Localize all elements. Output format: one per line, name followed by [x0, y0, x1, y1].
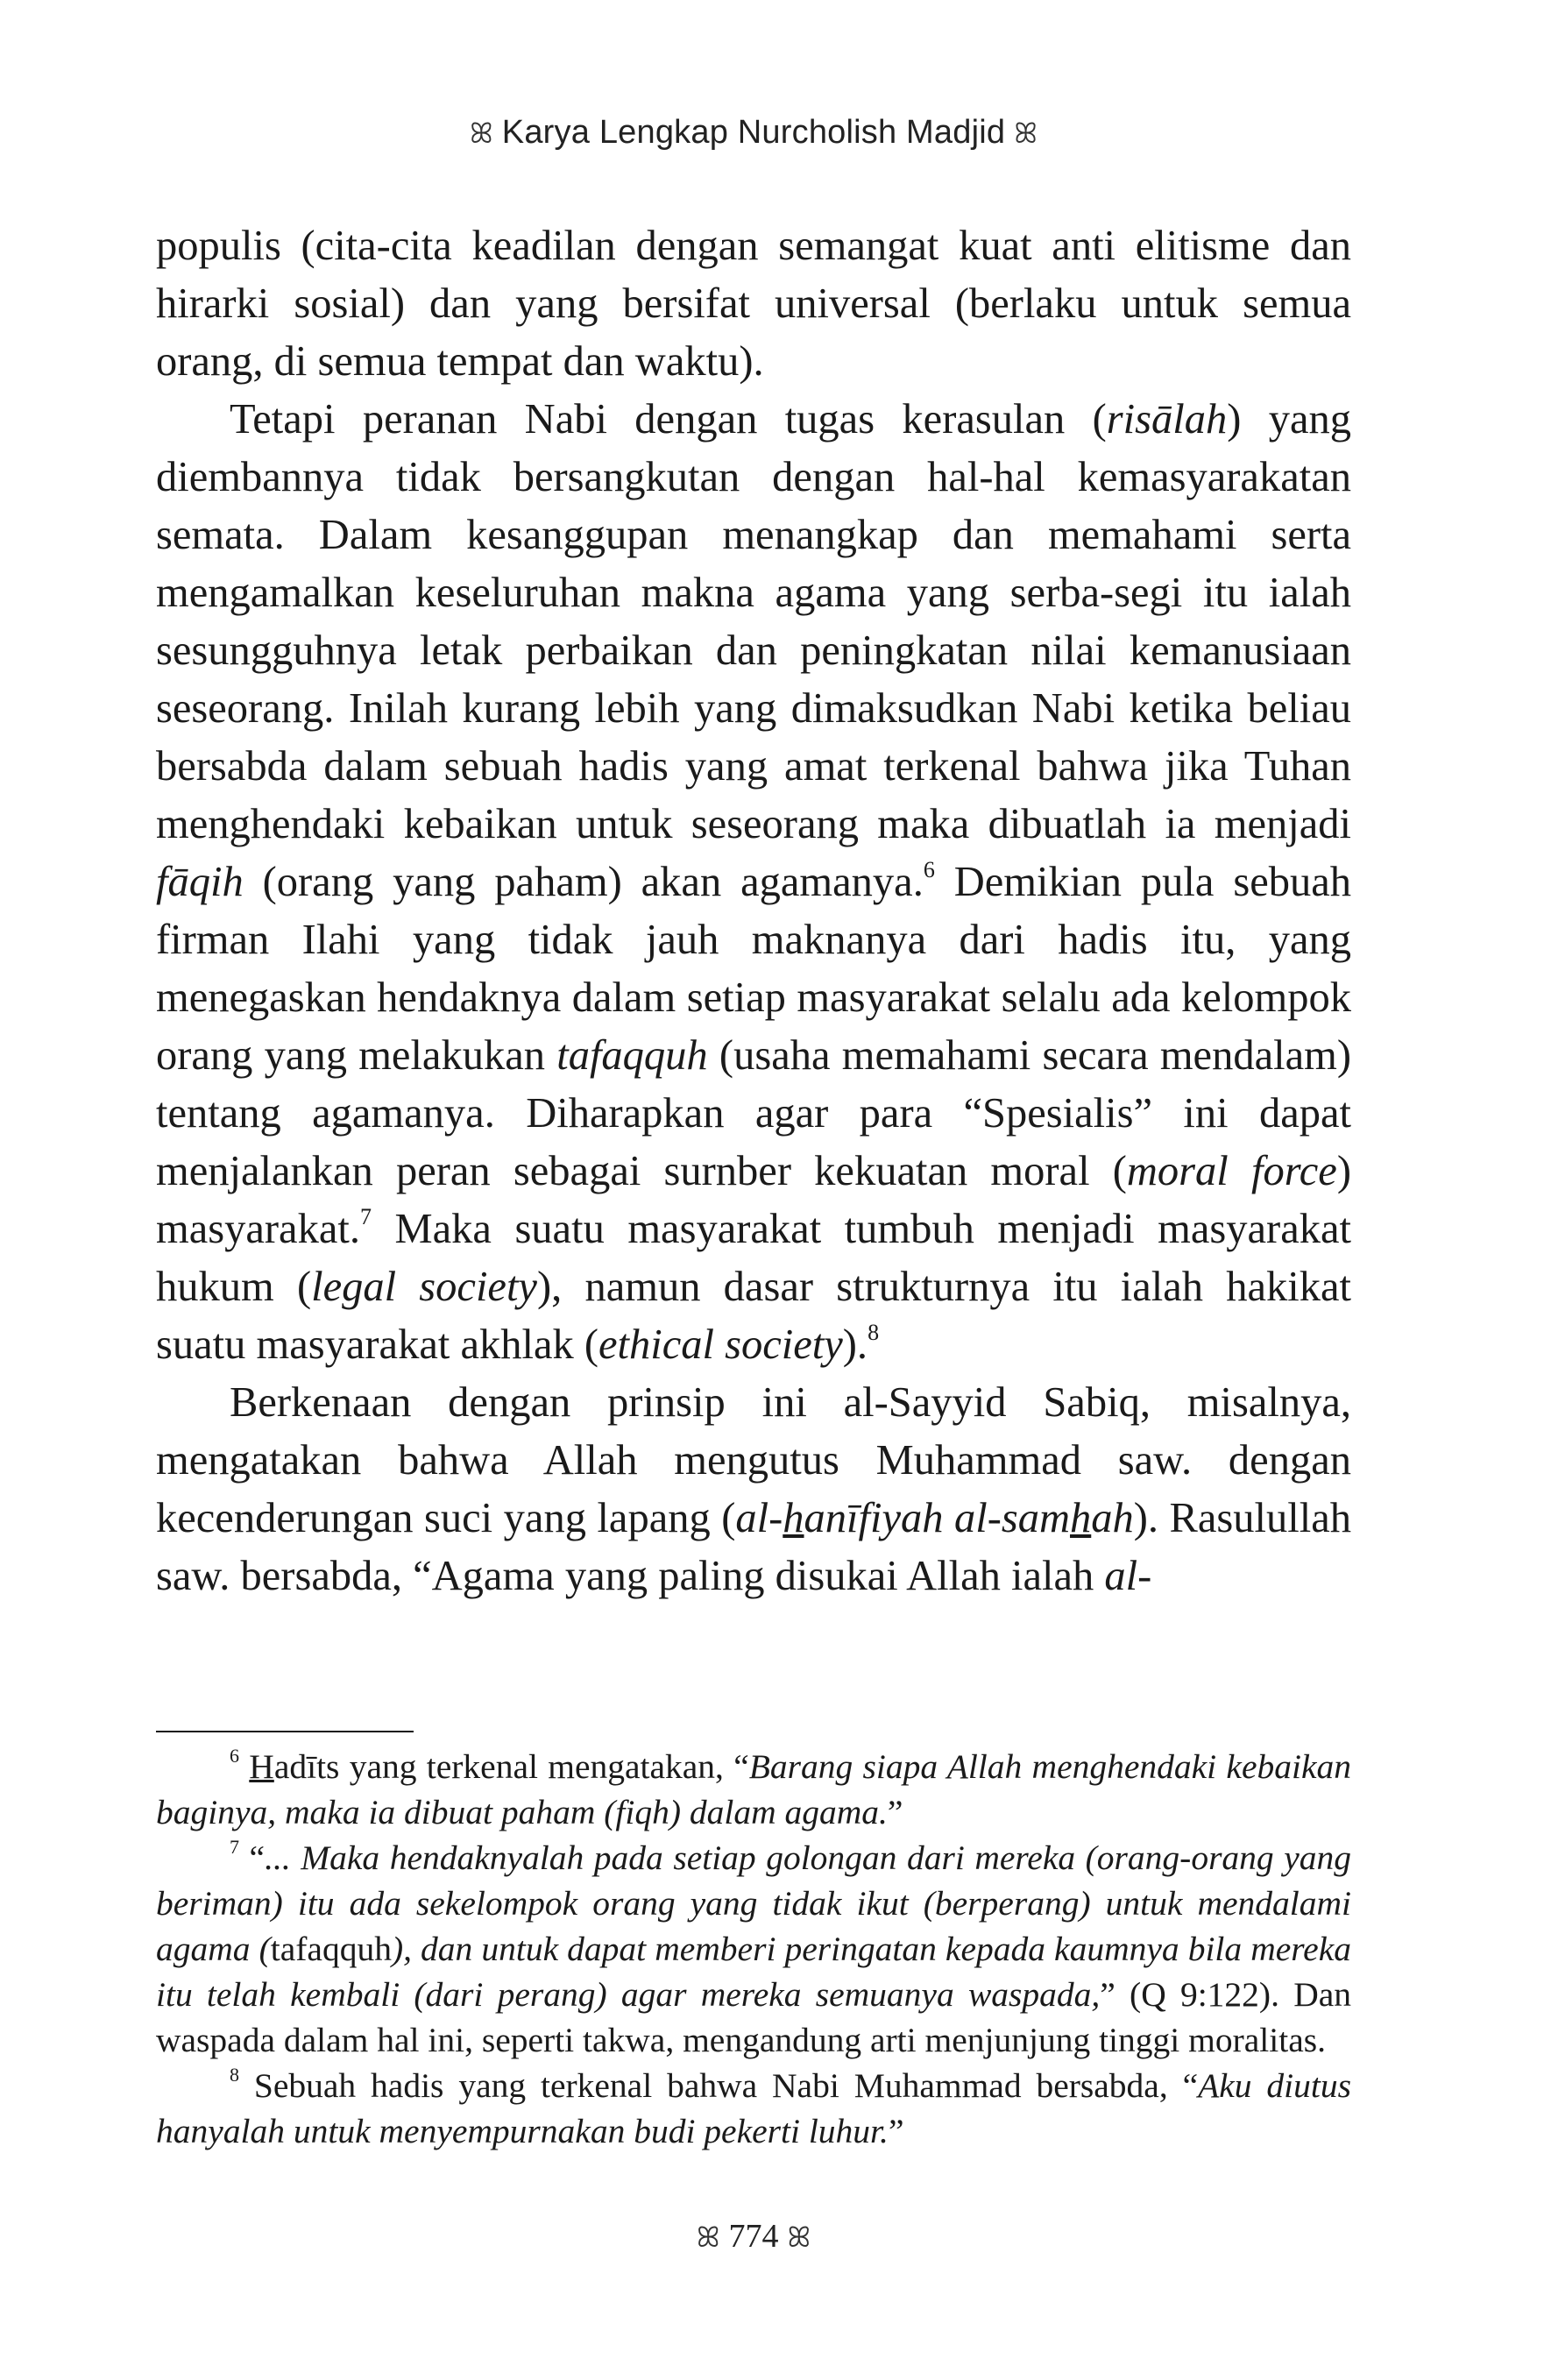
p3-italic-1e: ah	[1091, 1495, 1134, 1541]
footnote-7-number: 7	[230, 1835, 239, 1858]
footnote-divider	[156, 1731, 414, 1732]
footnote-7	[156, 1835, 1351, 2063]
footnote-ref-7[interactable]: 7	[359, 1203, 372, 1229]
p2-italic-2: fāqih	[156, 859, 244, 905]
footnote-8-number: 8	[230, 2063, 239, 2086]
footnote-8	[156, 2063, 1351, 2154]
footnote-8-text-1: Sebuah hadis yang terkenal bahwa Nabi Muhammad bersabda, “	[253, 2066, 1199, 2105]
paragraph-2	[156, 391, 1351, 1374]
p2-italic-6: ethical society	[598, 1321, 843, 1368]
footnote-8-text-2: ”	[888, 2112, 904, 2150]
ornament-left-icon: ꕤ	[469, 117, 493, 149]
footnote-6-underlined-letter: H	[249, 1747, 274, 1786]
p2-italic-3: tafaqquh	[556, 1032, 708, 1079]
p2-text-1: Tetapi peranan Nabi dengan tugas kerasulan (	[230, 396, 1107, 443]
footnote-6	[156, 1744, 1351, 1835]
p2-text-3: (orang yang paham) akan agamanya.	[243, 859, 924, 905]
p2-text-7: Maka suatu masyarakat tumbuh menjadi masyarakat hukum (	[156, 1206, 1351, 1310]
p3-italic-1a: al-	[735, 1495, 783, 1541]
footnote-7-italic-2: ), dan untuk dapat memberi peringatan kepada kaumnya bila mereka itu telah kembali (dari perang) agar mereka semuanya waspada,	[156, 1930, 1351, 2014]
p2-italic-5: legal society	[311, 1264, 537, 1310]
header-title: Karya Lengkap Nurcholish Madjid	[501, 114, 1006, 151]
p2-italic-1: risālah	[1106, 396, 1228, 443]
p3-italic-1	[735, 1495, 1133, 1541]
footnote-8-italic: Aku diutus hanyalah untuk menyempurnakan budi pekerti luhur.	[156, 2066, 1352, 2150]
footer-ornament-right-icon: ꕤ	[787, 2221, 811, 2253]
footnotes	[156, 1744, 1351, 2154]
paragraph-3	[156, 1374, 1351, 1605]
footnote-7-text-1: “	[249, 1838, 266, 1877]
page-footer	[156, 2217, 1351, 2256]
page-number: 774	[728, 2218, 779, 2255]
body-text	[156, 217, 1351, 1605]
p2-text-4: Demikian pula sebuah firman Ilahi yang tidak jauh maknanya dari hadis itu, yang menegaskan hendaknya dalam setiap masyarakat selalu ada kelompok orang yang melakukan	[156, 859, 1352, 1079]
footnote-7-text-3: ” (Q 9:122). Dan waspada dalam hal ini, seperti takwa, mengandung arti menjunjung tinggi moralitas.	[156, 1975, 1351, 2059]
p2-italic-4: moral force	[1126, 1148, 1337, 1194]
footnote-6-text-2: ”	[887, 1793, 903, 1831]
running-header	[156, 114, 1351, 152]
book-page	[156, 0, 1351, 2380]
p3-italic-1b: h	[783, 1495, 804, 1541]
footnote-7-italic-1: ... Maka hendaknyalah pada setiap golongan dari mereka (orang-orang yang beriman) itu ada sekelompok orang yang tidak ikut (berperang) untuk mendalami agama (	[156, 1838, 1351, 1968]
paragraph-1: populis (cita-cita keadilan dengan semangat kuat anti elitisme dan hirarki sosial) dan yang bersifat universal (berlaku untuk semua orang, di semua tempat dan waktu).	[156, 223, 1351, 385]
footnote-6-italic: Barang siapa Allah menghendaki kebaikan baginya, maka ia dibuat paham (fiqh) dalam agama.	[156, 1747, 1351, 1831]
footnote-ref-6[interactable]: 6	[923, 856, 935, 882]
footnote-6-text-1: adīts yang terkenal mengatakan, “	[273, 1747, 749, 1786]
footnote-ref-8[interactable]: 8	[868, 1319, 880, 1345]
p2-text-8: ), namun dasar strukturnya itu ialah hakikat suatu masyarakat akhlak (	[156, 1264, 1351, 1368]
p2-text-2: ) yang diembannya tidak bersangkutan dengan hal-hal kemasyarakatan semata. Dalam kesanggupan menangkap dan memahami serta mengamalkan keseluruhan makna agama yang serba-segi itu ialah sesungguhnya letak perbaikan dan peningkatan nilai kemanusiaan seseorang. Inilah kurang lebih yang dimaksudkan Nabi ketika beliau bersabda dalam sebuah hadis yang amat terkenal bahwa jika Tuhan menghendaki kebaikan untuk seseorang maka dibuatlah ia menjadi	[156, 396, 1351, 847]
p2-text-9: ).	[842, 1321, 868, 1368]
p2-text-5: (usaha memahami secara mendalam) tentang agamanya. Diharapkan agar para “Spesialis” ini dapat menjalankan peran sebagai surnber kekuatan moral (	[156, 1032, 1351, 1194]
footnote-7-text-2: tafaqquh	[270, 1930, 392, 1968]
footer-ornament-left-icon: ꕤ	[696, 2221, 720, 2253]
footnote-6-number: 6	[230, 1744, 239, 1767]
p3-italic-1d: h	[1070, 1495, 1092, 1541]
ornament-right-icon: ꕤ	[1014, 117, 1038, 149]
p2-text-6: ) masyarakat.	[156, 1148, 1351, 1252]
p3-italic-1c: anīfiyah al-sam	[804, 1495, 1071, 1541]
p3-text-2: ). Rasulullah saw. bersabda, “Agama yang paling disukai Allah ialah	[156, 1495, 1351, 1599]
p3-italic-2: al-	[1104, 1553, 1152, 1599]
p3-text-1: Berkenaan dengan prinsip ini al-Sayyid Sabiq, misalnya, mengatakan bahwa Allah mengutus Muhammad saw. dengan kecenderungan suci yang lapang (	[156, 1379, 1351, 1541]
